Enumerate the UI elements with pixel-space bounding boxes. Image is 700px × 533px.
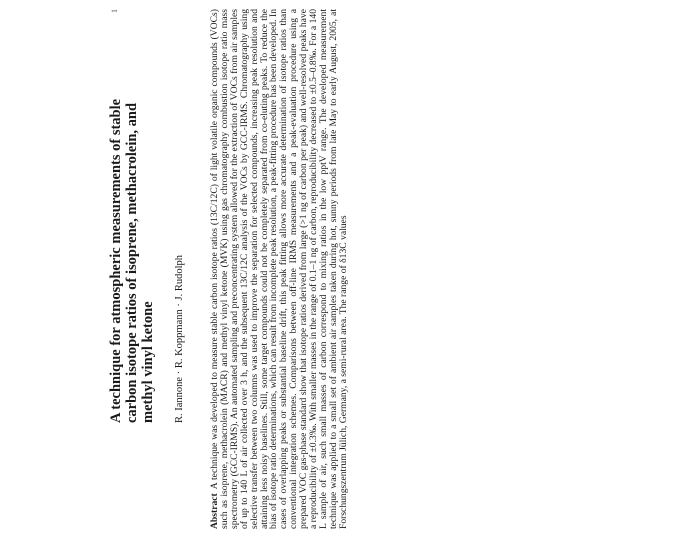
rotated-page-content	[102, 9, 632, 533]
abstract-label: Abstract	[209, 493, 220, 529]
page-mark: 1	[110, 9, 119, 13]
paper-title: A technique for atmospheric measurements of stable carbon isotope ratios of isoprene, methacrolein, and methyl vinyl ketone	[108, 98, 156, 423]
abstract-text: A technique was developed to measure stable carbon isotope ratios (13C/12C) of light volatile organic compounds (VOCs) such as isoprene, methacrolein (MACR) and methyl vinyl ketone (MVK) using gas chromatography combustion isotope ratio mass spectrometry (GCC-IRMS). An automated sampling and preconcentrating system allowed for the extraction of VOCs from air samples of up to 140 L of air collected over 3 h, and the subsequent 13C/12C analysis of the VOCs by GCC-IRMS. Chromatography using selective transfer between two columns was used to improve the separation for selected compounds, increasing peak resolution and attaining less noisy baselines. Still, some target compounds could not be completely separated from co-eluting peaks. To reduce the bias of isotope ratio determinations, which can result from incomplete peak resolution, a peak-fitting procedure has been developed. In cases of overlapping peaks or substantial baseline drift, this peak fitting allows more accurate determination of isotope ratios than conventional integration schemes. Comparisons between off-line IRMS measurements and a peak-evaluation procedure using a prepared VOC gas-phase standard show that isotope ratios derived from large (>1 ng of carbon per peak) and well-resolved peaks have a reproducibility of ±0.3‰. With smaller masses in the range of 0.1–1 ng of carbon, reproducibility decreased to ±0.5–0.8‰. For a 140 L sample of air, such small masses of carbon correspond to mixing ratios in the low pptV range. The developed measurement technique was applied to a small set of ambient air samples taken during hot, sunny periods from late May to early August, 2005, at Forschungszentrum Jülich, Germany, a semi-rural area. The range of δ13C values	[209, 9, 349, 529]
abstract-paragraph	[210, 9, 349, 529]
paper-authors: R. Iannone · R. Koppmann · J. Rudolph	[174, 255, 185, 423]
paper-body	[102, 3, 572, 533]
